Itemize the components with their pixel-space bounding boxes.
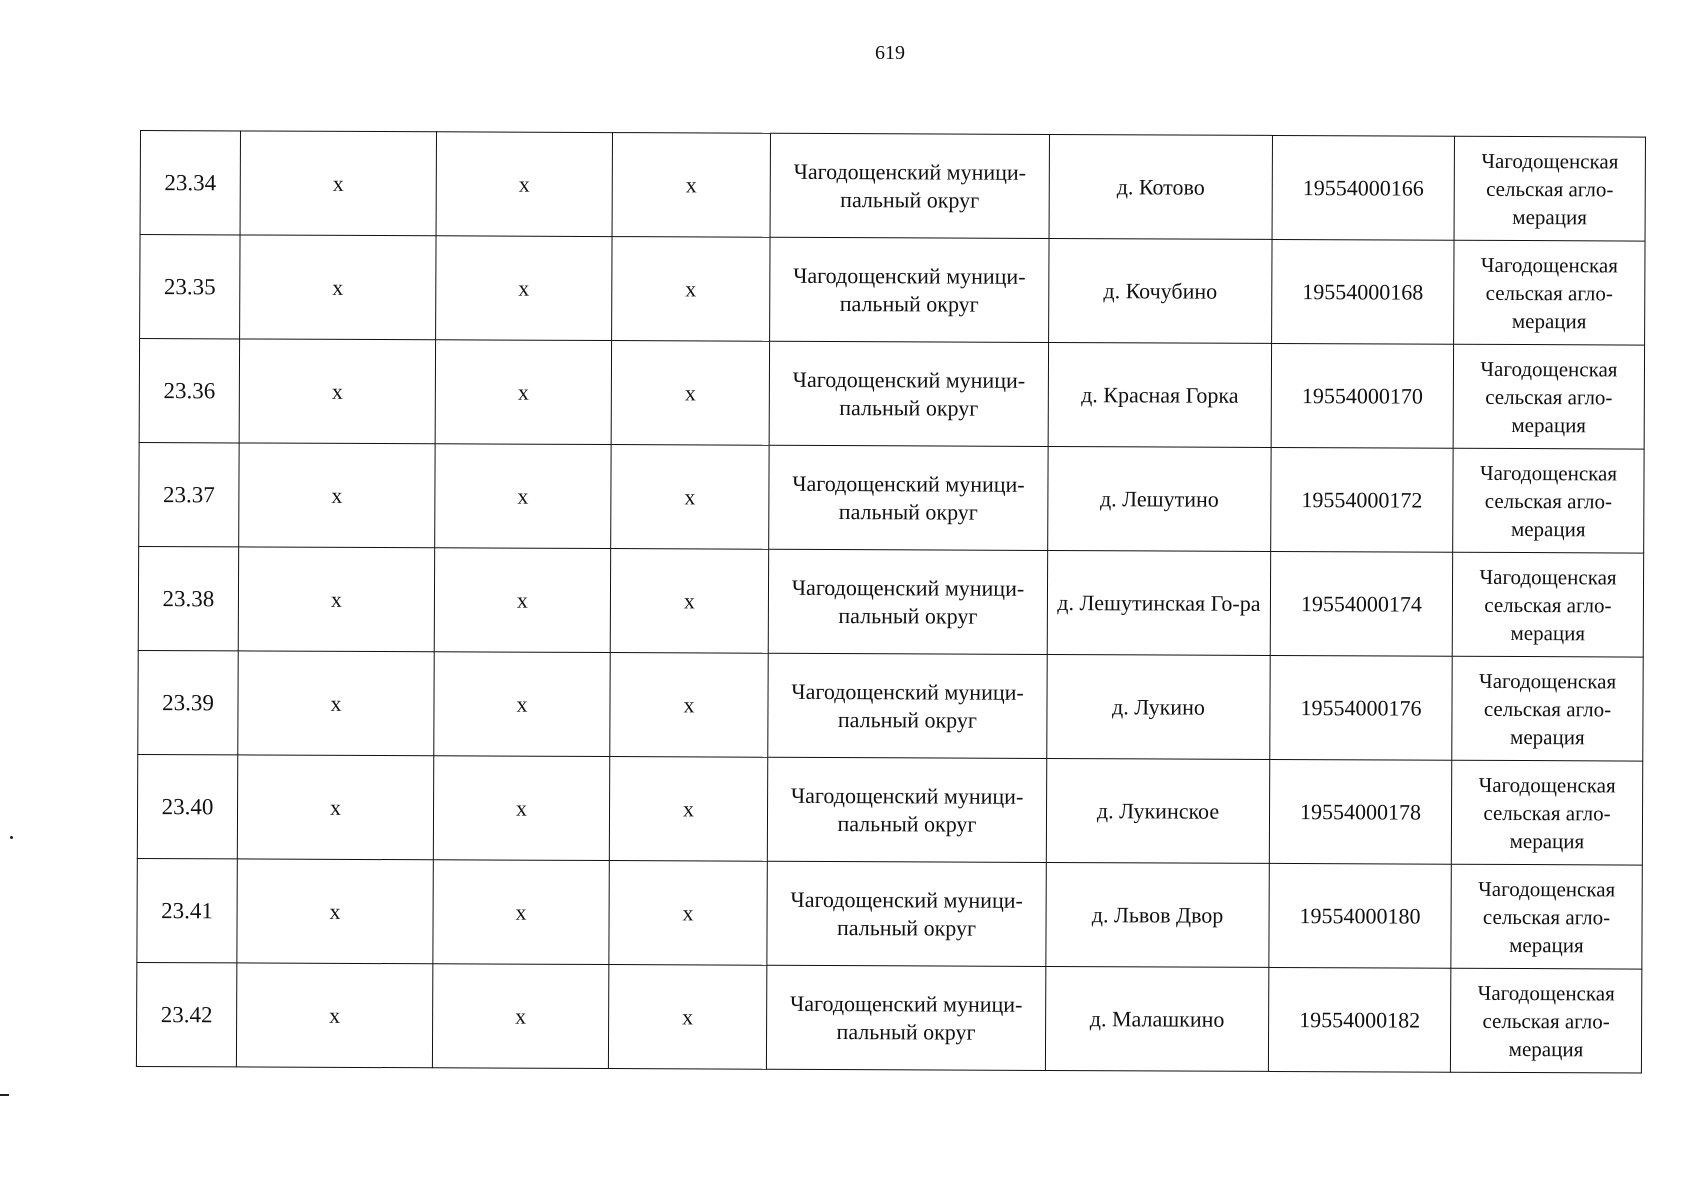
settlement-cell: д. Лукино — [1047, 654, 1270, 759]
table-row — [136, 962, 1641, 1073]
settlement-cell: д. Красная Горка — [1048, 342, 1271, 447]
column-3-cell: x — [434, 652, 610, 757]
settlement-cell: д. Лешутино — [1048, 446, 1271, 551]
settlement-cell: д. Лукинское — [1046, 758, 1269, 863]
column-4-cell: x — [609, 861, 767, 966]
settlement-cell: д. Кочубино — [1049, 238, 1272, 343]
row-number-cell: 23.42 — [136, 962, 236, 1066]
district-cell: Чагодощенский муници-пальный округ — [769, 445, 1048, 550]
column-4-cell: x — [611, 341, 769, 446]
settlements-table — [136, 130, 1646, 1074]
column-4-cell: x — [610, 549, 768, 654]
district-cell: Чагодощенский муници-пальный округ — [768, 549, 1047, 654]
column-4-cell: x — [612, 133, 770, 238]
column-4-cell: x — [612, 237, 770, 342]
settlement-cell: д. Котово — [1049, 134, 1272, 239]
column-2-cell: x — [236, 963, 432, 1068]
settlement-cell: д. Львов Двор — [1046, 862, 1269, 967]
table-row — [139, 442, 1644, 553]
column-4-cell: x — [608, 965, 766, 1070]
agglomeration-cell: Чагодощенская сельская агло-мерация — [1450, 968, 1641, 1073]
table-row — [138, 650, 1643, 761]
column-3-cell: x — [434, 548, 610, 653]
row-number-cell: 23.38 — [138, 546, 238, 650]
agglomeration-cell: Чагодощенская сельская агло-мерация — [1452, 656, 1643, 761]
column-3-cell: x — [436, 132, 612, 237]
column-3-cell: x — [433, 756, 609, 861]
district-cell: Чагодощенский муници-пальный округ — [767, 861, 1046, 966]
scan-dot-mark — [10, 836, 13, 839]
district-cell: Чагодощенский муници-пальный округ — [767, 757, 1046, 862]
code-cell: 19554000180 — [1269, 863, 1451, 968]
table-row — [140, 235, 1645, 346]
agglomeration-cell: Чагодощенская сельская агло-мерация — [1451, 760, 1642, 865]
table-body — [136, 131, 1645, 1074]
page-number: 619 — [875, 42, 905, 64]
district-cell: Чагодощенский муници-пальный округ — [770, 237, 1049, 342]
row-number-cell: 23.41 — [137, 858, 237, 962]
column-2-cell: x — [237, 755, 433, 860]
code-cell: 19554000182 — [1268, 967, 1450, 1072]
code-cell: 19554000168 — [1272, 239, 1454, 344]
district-cell: Чагодощенский муници-пальный округ — [769, 341, 1048, 446]
column-3-cell: x — [435, 340, 611, 445]
column-3-cell: x — [435, 444, 611, 549]
column-4-cell: x — [610, 653, 768, 758]
column-2-cell: x — [238, 651, 434, 756]
district-cell: Чагодощенский муници-пальный округ — [768, 653, 1047, 758]
agglomeration-cell: Чагодощенская сельская агло-мерация — [1451, 864, 1642, 969]
table-row — [138, 546, 1643, 657]
column-4-cell: x — [609, 757, 767, 862]
column-2-cell: x — [238, 547, 434, 652]
row-number-cell: 23.36 — [139, 339, 239, 443]
district-cell: Чагодощенский муници-пальный округ — [770, 133, 1049, 238]
settlement-cell: д. Лешутинская Го-ра — [1047, 550, 1270, 655]
column-3-cell: x — [433, 860, 609, 965]
column-2-cell: x — [237, 859, 433, 964]
district-cell: Чагодощенский муници-пальный округ — [766, 965, 1045, 1070]
column-3-cell: x — [436, 236, 612, 341]
code-cell: 19554000174 — [1270, 551, 1452, 656]
agglomeration-cell: Чагодощенская сельская агло-мерация — [1453, 448, 1644, 553]
scan-dash-mark — [0, 1094, 9, 1096]
column-2-cell: x — [240, 235, 436, 340]
code-cell: 19554000170 — [1271, 343, 1453, 448]
column-2-cell: x — [240, 131, 436, 236]
code-cell: 19554000178 — [1269, 759, 1451, 864]
column-4-cell: x — [611, 445, 769, 550]
agglomeration-cell: Чагодощенская сельская агло-мерация — [1453, 344, 1644, 449]
column-3-cell: x — [432, 964, 608, 1069]
settlement-cell: д. Малашкино — [1045, 966, 1268, 1071]
code-cell: 19554000172 — [1271, 447, 1453, 552]
row-number-cell: 23.35 — [140, 235, 240, 339]
column-2-cell: x — [239, 443, 435, 548]
agglomeration-cell: Чагодощенская сельская агло-мерация — [1454, 136, 1645, 241]
row-number-cell: 23.37 — [139, 442, 239, 546]
table-row — [137, 858, 1642, 969]
table-row — [139, 339, 1644, 450]
settlements-table-container — [136, 130, 1646, 1074]
agglomeration-cell: Чагодощенская сельская агло-мерация — [1452, 552, 1643, 657]
row-number-cell: 23.40 — [137, 754, 237, 858]
row-number-cell: 23.34 — [140, 131, 240, 235]
column-2-cell: x — [239, 339, 435, 444]
row-number-cell: 23.39 — [138, 650, 238, 754]
table-row — [137, 754, 1642, 865]
table-row — [140, 131, 1645, 242]
code-cell: 19554000176 — [1270, 655, 1452, 760]
agglomeration-cell: Чагодощенская сельская агло-мерация — [1454, 240, 1645, 345]
code-cell: 19554000166 — [1272, 135, 1454, 240]
